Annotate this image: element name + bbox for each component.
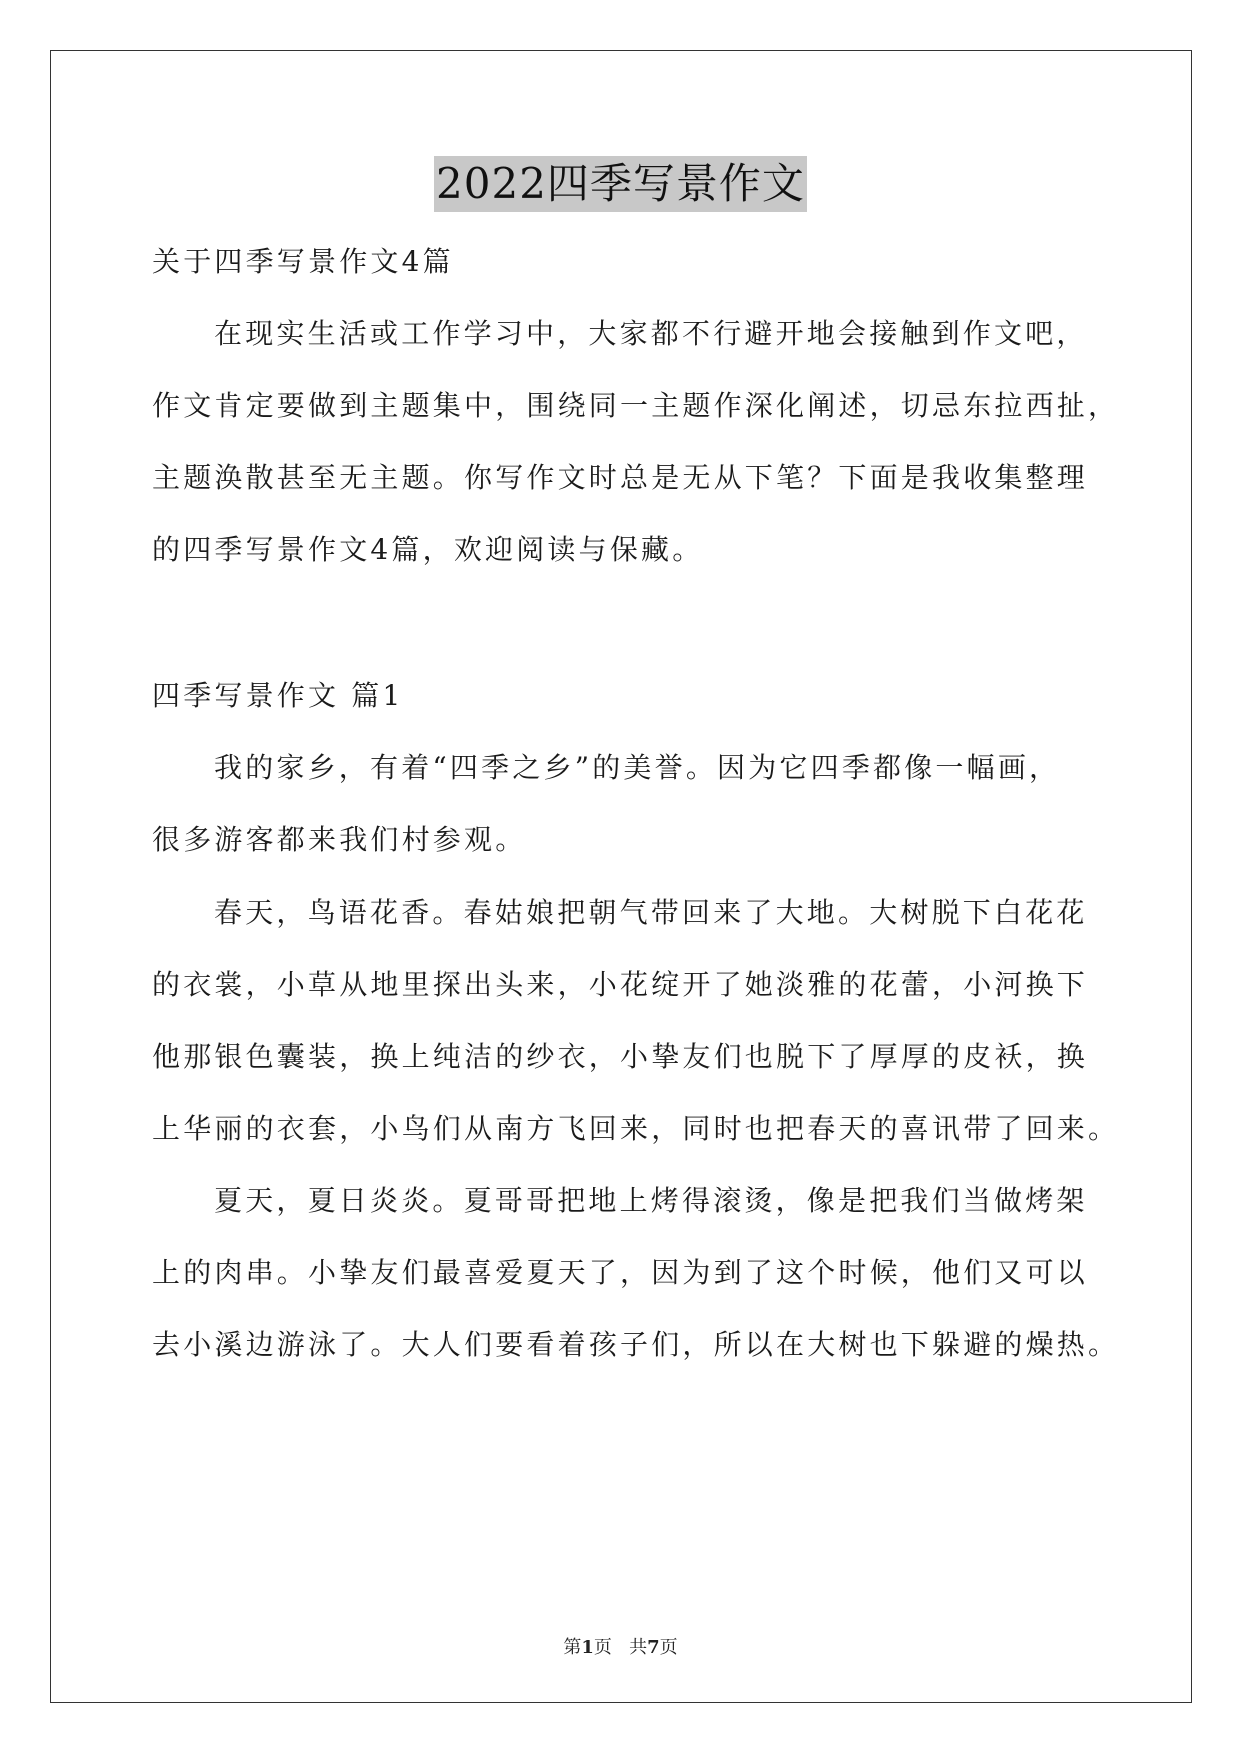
intro-line-2: 作文肯定要做到主题集中，围绕同一主题作深化阐述，切忌东拉西扯，	[152, 389, 1120, 422]
paragraph-2-line-1: 春天，鸟语花香。春姑娘把朝气带回来了大地。大树脱下白花花	[214, 896, 1088, 929]
section-heading: 四季写景作文 篇1	[152, 679, 404, 712]
intro-line-1: 在现实生活或工作学习中，大家都不行避开地会接触到作文吧，	[214, 317, 1088, 350]
paragraph-2-line-4: 上华丽的衣套，小鸟们从南方飞回来，同时也把春天的喜讯带了回来。	[152, 1112, 1120, 1145]
intro-line-4: 的四季写景作文4篇，欢迎阅读与保藏。	[152, 533, 704, 566]
document-subtitle: 关于四季写景作文4篇	[152, 245, 454, 278]
footer-prefix: 第	[563, 1637, 582, 1658]
paragraph-1-line-1: 我的家乡，有着“四季之乡”的美誉。因为它四季都像一幅画，	[214, 751, 1061, 784]
footer-mid: 页 共	[593, 1637, 648, 1658]
paragraph-3-line-3: 去小溪边游泳了。大人们要看着孩子们，所以在大树也下躲避的燥热。	[152, 1328, 1120, 1361]
paragraph-2-line-3: 他那银色囊装，换上纯洁的纱衣，小挚友们也脱下了厚厚的皮袄，换	[152, 1040, 1089, 1073]
document-title: 2022四季写景作文	[434, 156, 807, 212]
footer-suffix: 页	[659, 1637, 678, 1658]
title-container	[0, 156, 1241, 212]
page-footer	[0, 1636, 1241, 1660]
paragraph-2-line-2: 的衣裳，小草从地里探出头来，小花绽开了她淡雅的花蕾，小河换下	[152, 968, 1089, 1001]
paragraph-3-line-1: 夏天，夏日炎炎。夏哥哥把地上烤得滚烫，像是把我们当做烤架	[214, 1184, 1088, 1217]
footer-total-pages: 7	[647, 1637, 660, 1658]
paragraph-3-line-2: 上的肉串。小挚友们最喜爱夏天了，因为到了这个时候，他们又可以	[152, 1256, 1089, 1289]
page-border	[50, 50, 1192, 1703]
intro-line-3: 主题涣散甚至无主题。你写作文时总是无从下笔？下面是我收集整理	[152, 461, 1089, 494]
paragraph-1-line-2: 很多游客都来我们村参观。	[152, 823, 527, 856]
footer-page-number: 1	[581, 1637, 594, 1658]
